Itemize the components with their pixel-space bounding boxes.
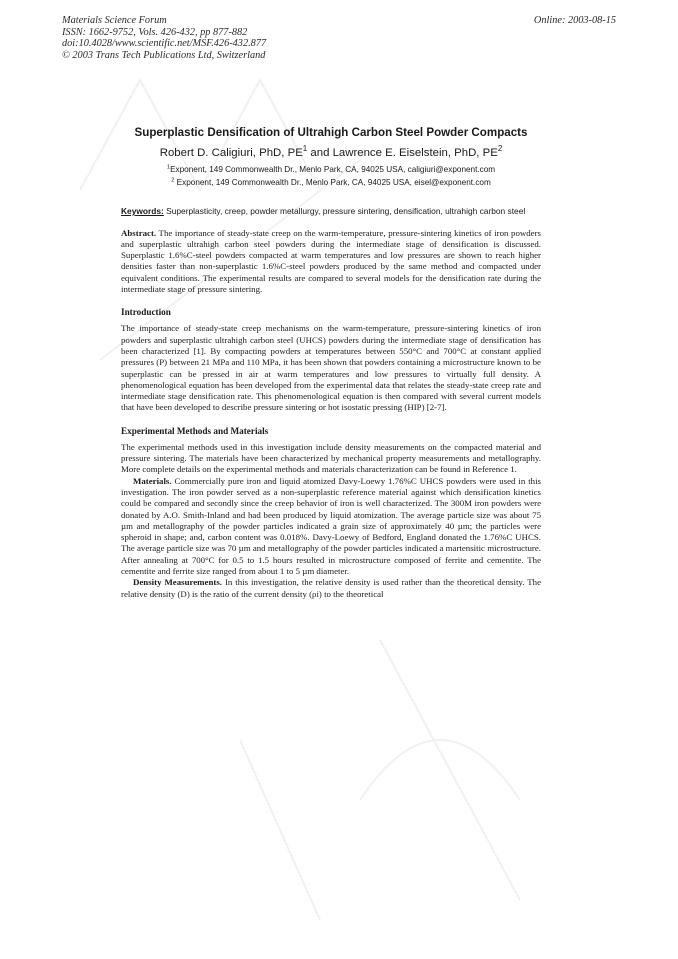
section-heading-introduction: Introduction	[121, 307, 171, 318]
issn-line: ISSN: 1662-9752, Vols. 426-432, pp 877-882	[62, 26, 248, 38]
materials-paragraph	[121, 476, 541, 578]
watermark-stroke	[240, 740, 320, 920]
affiliation-2-text: Exponent, 149 Commonwealth Dr., Menlo Park, CA, 94025 USA, eisel@exponent.com	[174, 178, 491, 187]
watermark-stroke	[380, 640, 520, 900]
abstract-label: Abstract.	[121, 227, 157, 238]
density-text: In this investigation, the relative density is used rather than the theoretical density. The relative density (D) is the ratio of the current density (ρi) to the theoretical	[121, 577, 541, 599]
author-line	[121, 144, 541, 159]
affiliation-1-text: Exponent, 149 Commonwealth Dr., Menlo Park, CA, 94025 USA, caligiuri@exponent.com	[170, 165, 496, 174]
keywords-text: Superplasticity, creep, powder metallurgy, pressure sintering, densification, ultrahigh carbon steel	[163, 206, 526, 216]
doi-link[interactable]: doi:10.4028/www.scientific.net/MSF.426-432.877	[62, 38, 267, 50]
density-label: Density Measurements.	[133, 577, 222, 588]
keywords-label: Keywords:	[121, 206, 164, 216]
online-date: Online: 2003-08-15	[533, 15, 616, 26]
affiliation-2-mark: 2	[171, 177, 175, 184]
keywords	[121, 206, 541, 217]
materials-text: Commercially pure iron and liquid atomized Davy-Loewy 1.76%C UHCS powders were used in this investigation. The iron powder served as a non-superplastic reference material against which densification kinetics could be compared and secondly since the creep behavior of iron is well characterized. The 300M iron powders were donated by A.O. Smith-Inland and had been produced by liquid atomization. The average particle size was about 75 µm and metallography of the powder particles indicated a grain size of approximately 40 µm; the particles were spheroid in shape; and, carbon content was 0.018%. Davy-Loewy of Bedford, England donated the 1.76%C UHCS. The average particle size was 70 µm and metallography of the powder particles indicated a martensitic microstructure. After annealing at 700°C for 0.5 to 1.5 hours resulted in microstructure composed of ferrite and cementite. The cementite and ferrite size ranged from about 1 to 5 µm diameter.	[121, 475, 541, 577]
author-connector: and	[307, 147, 333, 159]
abstract	[121, 228, 541, 296]
paper-title: Superplastic Densification of Ultrahigh Carbon Steel Powder Compacts	[134, 126, 528, 139]
affiliation-2	[121, 176, 541, 189]
introduction-paragraph: The importance of steady-state creep mechanisms on the warm-temperature, pressure-sintering kinetics of iron powders and superplastic ultrahigh carbon steel (UHCS) powders during the intermediate stage of densification has been characterized [1]. By compacting powders at temperatures between 550°C and 700°C at constant applied pressures (P) between 21 MPa and 110 MPa, it has been shown that powders containing a microstructure known to be superplastic can be pressed in air at warm temperatures and low pressures to virtually full density. A phenomenological equation has been developed from the experimental data that relates the steady-state creep rate and intermediate stage densification rate. This phenomenological equation is then compared with several current models that have been developed to describe pressure sintering or hot isostatic pressing (HIP) [2-7].	[121, 323, 541, 413]
author-1: Robert D. Caligiuri, PhD, PE	[159, 147, 303, 159]
affiliation-1-mark: 1	[166, 164, 171, 171]
copyright-line: © 2003 Trans Tech Publications Ltd, Switzerland	[62, 49, 266, 61]
journal-header	[62, 15, 266, 61]
affiliation-1	[121, 163, 541, 176]
author-2: Lawrence E. Eiselstein, PhD, PE	[332, 147, 498, 159]
methods-paragraph: The experimental methods used in this investigation include density measurements on the compacted material and pressure sintering. The materials have been characterized by mechanical property measurements and metallography. More complete details on the experimental methods and materials characterization can be found in Reference 1.	[121, 441, 541, 475]
author-2-affil-mark: 2	[497, 144, 503, 154]
watermark-stroke	[360, 740, 520, 800]
paper-body	[121, 126, 541, 600]
author-1-affil-mark: 1	[302, 144, 308, 154]
abstract-text: The importance of steady-state creep on the warm-temperature, pressure-sintering kinetics of iron powders and superplastic ultrahigh carbon steel powders during the intermediate stage of densification is discussed. Superplastic 1.6%C-steel powders compacted at warm temperatures and low pressures are shown to reach higher densities faster than non-superplastic 1.6%C-steel powders produced by the same method and compacted under equivalent conditions. The experimental results are compared to several models for the densification rate during the intermediate stage of pressure sintering.	[121, 227, 541, 295]
section-heading-methods: Experimental Methods and Materials	[121, 425, 269, 436]
materials-label: Materials.	[133, 475, 172, 486]
journal-name: Materials Science Forum	[62, 15, 167, 26]
density-paragraph	[121, 577, 541, 600]
